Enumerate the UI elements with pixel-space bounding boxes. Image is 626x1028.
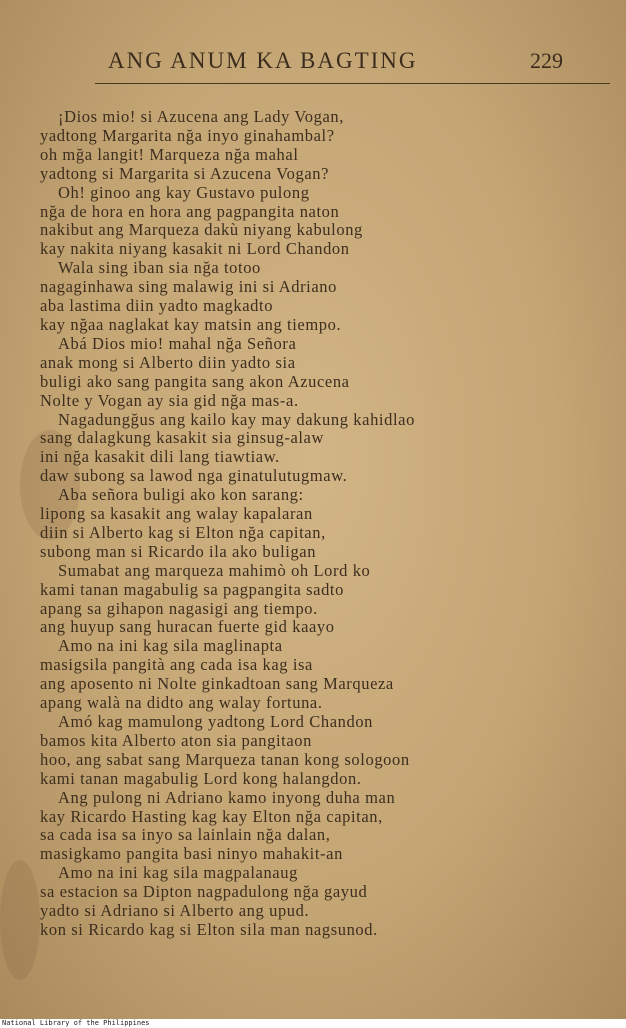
verse-line: ang huyup sang huracan fuerte gid kaayo [40,617,335,637]
stanza [40,184,610,260]
verse-line: lipong sa kasakit ang walay kapalaran [40,504,313,524]
verse-line: Oh! ginoo ang kay Gustavo pulong [58,182,310,202]
verse-line: hoo, ang sabat sang Marqueza tanan kong sologoon [40,749,410,769]
verse-line: kay Ricardo Hasting kag kay Elton nğa capitan, [40,806,383,826]
verse-line: diin si Alberto kag si Elton nğa capitan, [40,522,326,542]
verse-line: kay nakita niyang kasakit ni Lord Chandon [40,239,350,259]
verse-line: oh mğa langit! Marqueza nğa mahal [40,144,299,164]
verse-line: anak mong si Alberto diin yadto sia [40,352,296,372]
verse-line: kay nğaa naglakat kay matsin ang tiempo. [40,314,342,334]
verse-line: Nagadungğus ang kailo kay may dakung kahidlao [58,409,415,429]
verse-line: Amo na ini kag sila maglinapta [58,636,283,656]
verse-line: nğa de hora en hora ang pagpangita naton [40,201,340,221]
verse-line: kami tanan magabulig sa pagpangita sadto [40,579,344,599]
verse-line: sa cada isa sa inyo sa lainlain nğa dalan, [40,825,331,845]
verse-line: apang sa gihapon nagasigi ang tiempo. [40,598,318,618]
page-number: 229 [530,48,563,73]
verse-line: Nolte y Vogan ay sia gid nğa mas-a. [40,390,299,410]
verse-line: Amo na ini kag sila magpalanaug [58,863,298,883]
header-rule [95,83,610,84]
verse-line: Aba señora buligi ako kon sarang: [58,485,304,505]
verse-line: yadtong si Margarita si Azucena Vogan? [40,163,330,183]
stanza [40,864,610,940]
stanza [40,259,610,335]
stanza [40,562,610,638]
verse-line: bamos kita Alberto aton sia pangitaon [40,730,312,750]
stanza [40,335,610,411]
verse-line: Ang pulong ni Adriano kamo inyong duha man [58,787,396,807]
verse-line: Abá Dios mio! mahal nğa Señora [58,333,297,353]
verse-line: Amó kag mamulong yadtong Lord Chandon [58,712,374,731]
verse-line: masigkamo pangita basi ninyo mahakit-an [40,844,343,864]
running-title: ANG ANUM KA BAGTING [108,48,418,73]
verse-line: sa estacion sa Dipton nagpadulong nğa gayud [40,882,368,902]
verse-line: kon si Ricardo kag si Elton sila man nagsunod. [40,919,378,939]
poem-body [40,108,610,940]
verse-line: buligi ako sang pangita sang akon Azucena [40,371,350,391]
verse-line: sang dalagkung kasakit sia ginsug-alaw [40,428,324,448]
stanza [40,108,610,184]
verse-line: Sumabat ang marqueza mahimò oh Lord ko [58,560,371,580]
verse-line: apang walà na didto ang walay fortuna. [40,693,323,713]
verse-line: yadtong Margarita nğa inyo ginahambal? [40,125,335,145]
stanza [40,411,610,487]
library-credit: National Library of the Philippines [2,1019,150,1027]
verse-line: subong man si Ricardo ila ako buligan [40,541,317,561]
verse-line: nakibut ang Marqueza dakù niyang kabulong [40,220,363,240]
footer-bar [0,1019,626,1028]
verse-line: ang aposento ni Nolte ginkadtoan sang Marqueza [40,674,394,694]
verse-line: yadto si Adriano si Alberto ang upud. [40,901,310,921]
verse-line: Wala sing iban sia nğa totoo [58,258,261,278]
verse-line: nagaginhawa sing malawig ini si Adriano [40,277,337,297]
verse-line: ini nğa kasakit dili lang tiawtiaw. [40,447,280,467]
stanza [40,713,610,789]
verse-line: kami tanan magabulig Lord kong halangdon. [40,768,362,788]
stanza [40,789,610,865]
verse-line: masigsila pangità ang cada isa kag isa [40,655,313,675]
verse-line: daw subong sa lawod nga ginatulutugmaw. [40,466,348,486]
page-header [0,44,626,84]
paper-stain [0,860,40,980]
verse-line: aba lastima diin yadto magkadto [40,296,274,316]
stanza [40,486,610,562]
verse-line: ¡Dios mio! si Azucena ang Lady Vogan, [58,107,344,126]
stanza [40,637,610,713]
